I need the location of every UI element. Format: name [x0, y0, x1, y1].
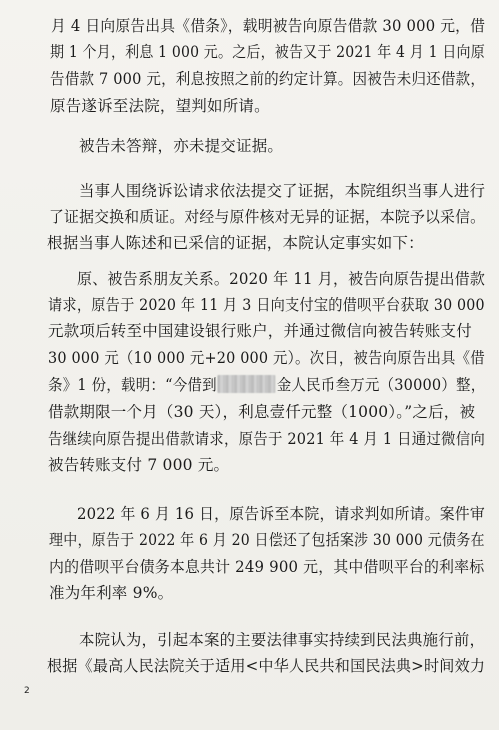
text-segment: 元款项后转至中国建设银行账户，并通过微信向被告转账支付 [48, 322, 472, 340]
text-segment: 内的借呗平台债务本息共计 249 900 元，其中借呗平台的利率标 [49, 558, 485, 576]
text-segment: 准为年利率 9%。 [49, 584, 174, 602]
text-line [77, 266, 485, 292]
text-line [49, 204, 485, 230]
text-segment: 2022 年 6 月 16 日，原告诉至本院，请求判如所请。案件审 [77, 505, 485, 523]
text-line [49, 580, 173, 606]
text-line [79, 178, 485, 204]
text-segment: 根据当事人陈述和已采信的证据，本院认定事实如下： [47, 234, 424, 252]
page-number: 2 [24, 686, 30, 696]
text-line [49, 527, 485, 553]
text-line [47, 230, 424, 256]
text-segment: 请求，原告于 2020 年 11 月 3 日向支付宝的借呗平台获取 30 000 [48, 296, 485, 314]
text-segment: 理中，原告于 2022 年 6 月 20 日偿还了包括案涉 30 000 元债务在 [49, 531, 485, 549]
text-line [48, 452, 229, 478]
text-line [48, 399, 475, 425]
text-segment: 30 000 元（10 000 元+20 000 元）。次日，被告向原告出具《借 [48, 349, 485, 367]
text-line [48, 292, 485, 318]
text-line [48, 426, 485, 452]
text-line [79, 627, 485, 653]
text-segment: 了证据交换和质证。对经与原件核对无异的证据，本院予以采信。 [49, 208, 486, 226]
text-segment: 本院认为，引起本案的主要法律事实持续到民法典施行前， [79, 631, 486, 649]
text-line [50, 39, 485, 65]
text-segment: 条》1 份，载明：“今借到 [48, 376, 217, 394]
text-segment: 被告未答辩，亦未提交证据。 [79, 137, 284, 155]
text-line [47, 653, 485, 679]
text-segment: 原、被告系朋友关系。2020 年 11 月，被告向原告提出借款 [77, 270, 486, 288]
text-line [51, 13, 485, 39]
text-segment: 月 4 日向原告出具《借条》，载明被告向原告借款 30 000 元，借 [51, 17, 486, 35]
text-line [49, 554, 484, 580]
text-segment: 金人民币叁万元（30000）整， [276, 376, 486, 394]
text-line [79, 133, 283, 159]
text-segment: 期 1 个月，利息 1 000 元。之后，被告又于 2021 年 4 月 1 日向原 [50, 43, 485, 61]
redacted-name [218, 375, 276, 393]
text-line [48, 345, 485, 371]
text-segment: 借款期限一个月（30 天），利息壹仟元整（1000）。”之后，被 [48, 403, 476, 421]
text-segment: 根据《最高人民法院关于适用<中华人民共和国民法典>时间效力 [47, 657, 486, 675]
text-line [48, 372, 485, 398]
text-line [77, 501, 485, 527]
text-segment: 告借款 7 000 元，利息按照之前的约定计算。因被告未归还借款， [50, 70, 486, 88]
text-segment: 原告遂诉至法院，望判如所请。 [50, 97, 270, 115]
text-line [50, 93, 270, 119]
text-segment: 被告转账支付 7 000 元。 [48, 456, 230, 474]
text-line [48, 318, 472, 344]
text-segment: 告继续向原告提出借款请求，原告于 2021 年 4 月 1 日通过微信向 [48, 430, 486, 448]
text-line [50, 66, 485, 92]
text-segment: 当事人围绕诉讼请求依法提交了证据，本院组织当事人进行 [79, 182, 486, 200]
